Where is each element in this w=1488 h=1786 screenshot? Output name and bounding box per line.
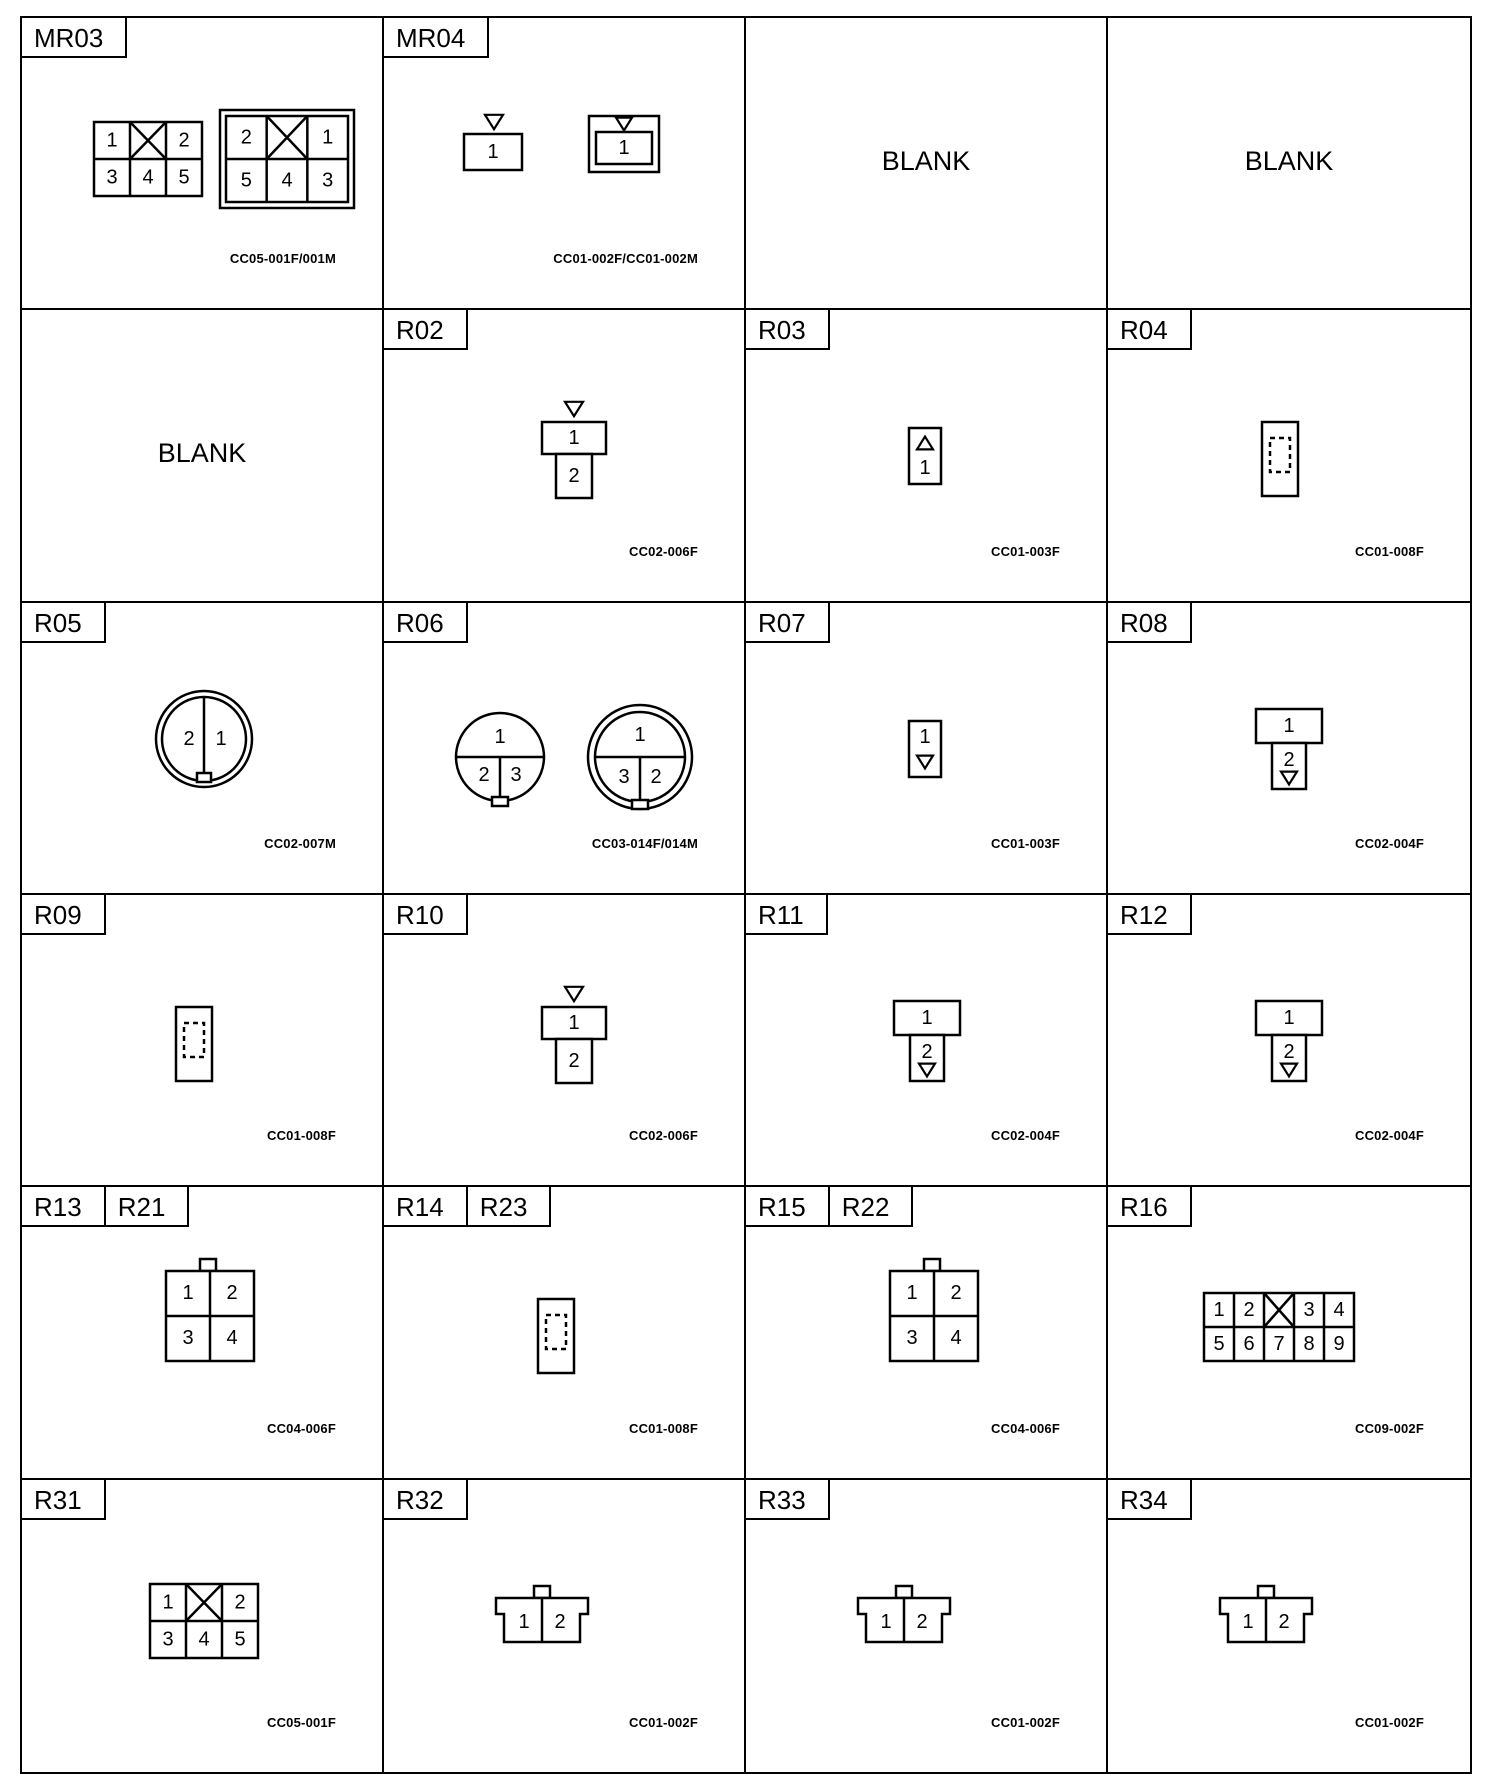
connector-id-label: R08: [1108, 603, 1192, 643]
connector-id-label: R33: [746, 1480, 830, 1520]
pin-number: 2: [650, 765, 662, 788]
pin-number: 1: [494, 725, 506, 748]
blank-label: BLANK: [881, 146, 971, 176]
connector-cell: [22, 18, 384, 310]
pin-number: 5: [1213, 1333, 1225, 1356]
pin-number: 4: [226, 1327, 238, 1350]
connector-part-code: CC02-007M: [264, 836, 336, 851]
locking-tab: [924, 1259, 940, 1271]
connector-id-label: R23: [468, 1187, 552, 1227]
pin-number: 1: [1283, 1007, 1295, 1029]
connector-cell: [1108, 310, 1470, 602]
blank-label: BLANK: [1244, 146, 1334, 176]
pin-number: 3: [182, 1327, 194, 1350]
pin-number: 5: [178, 166, 190, 189]
connector-id-label: R14: [384, 1187, 468, 1227]
pin-number: 1: [568, 427, 580, 450]
pin-number: 3: [906, 1327, 918, 1350]
connector-part-code: CC04-006F: [991, 1420, 1060, 1436]
pin-number: 3: [162, 1628, 174, 1651]
pin-number: 2: [178, 129, 190, 152]
connector-part-code: CC02-004F: [1355, 1128, 1424, 1144]
pin-number: 3: [618, 765, 630, 788]
connector-id-label: R22: [830, 1187, 914, 1227]
lock-triangle-down: [485, 115, 503, 129]
connector-cell: [1108, 895, 1470, 1187]
pin-number: 1: [1242, 1610, 1254, 1633]
pin-number: 1: [906, 1282, 918, 1305]
pin-number: 2: [240, 126, 252, 149]
blank-label: BLANK: [157, 438, 247, 469]
pin-number: 1: [487, 141, 499, 163]
connector-cell: [746, 1480, 1108, 1772]
connector-cell: [22, 310, 384, 602]
pin-number: 2: [554, 1610, 566, 1633]
connector-cell: [746, 603, 1108, 895]
pin-number: 2: [1283, 1041, 1295, 1063]
connector-part-code: CC02-004F: [1355, 836, 1424, 851]
connector-part-code: CC01-002F: [1355, 1715, 1424, 1730]
pin-number: 1: [518, 1610, 530, 1633]
connector-part-code: CC01-002F: [991, 1715, 1060, 1730]
pin-number: 8: [1303, 1333, 1315, 1356]
connector-id-label: R34: [1108, 1480, 1192, 1520]
pin-number: 4: [950, 1327, 962, 1350]
pin-number: 1: [106, 129, 118, 152]
pin-number: 2: [916, 1610, 928, 1633]
connector-cell: [384, 1187, 746, 1479]
pin-number: 1: [1213, 1299, 1225, 1322]
locking-tab: [632, 800, 648, 809]
pin-number: 2: [1283, 748, 1295, 771]
pin-number: 1: [182, 1282, 194, 1305]
pin-number: 3: [106, 166, 118, 189]
connector-cell: [384, 895, 746, 1187]
connector-id-label: R15: [746, 1187, 830, 1227]
connector-id-label: R05: [22, 603, 106, 643]
connector-cell: [22, 1187, 384, 1479]
pin-number: 2: [921, 1041, 933, 1063]
connector-grid: [20, 16, 1472, 1774]
pin-number: 4: [281, 169, 293, 192]
pin-number: 4: [1333, 1299, 1345, 1322]
pin-number: 1: [215, 727, 227, 750]
lock-triangle-down: [565, 987, 583, 1001]
connector-cell: [746, 1187, 1108, 1479]
pin-number: 3: [510, 763, 522, 786]
connector-cell: [22, 1480, 384, 1772]
connector-id-label: R06: [384, 603, 468, 643]
dashed-cavity: [546, 1315, 566, 1349]
connector-id-label: R03: [746, 310, 830, 350]
connector-cell: [22, 895, 384, 1187]
connector-id-label: R10: [384, 895, 468, 935]
connector-id-label: MR04: [384, 18, 489, 58]
lock-triangle-down: [565, 402, 583, 416]
pin-number: 1: [634, 723, 646, 746]
pin-number: 3: [322, 169, 334, 192]
connector-part-code: CC01-008F: [1355, 543, 1424, 559]
pin-number: 2: [226, 1282, 238, 1305]
connector-part-code: CC09-002F: [1355, 1420, 1424, 1436]
connector-cell: [1108, 1480, 1470, 1772]
connector-id-label: R31: [22, 1480, 106, 1520]
pin-number: 2: [1243, 1299, 1255, 1322]
connector-cell: [746, 895, 1108, 1187]
pin-number: 2: [568, 1050, 580, 1072]
connector-cell: [1108, 1187, 1470, 1479]
connector-cell: [384, 1480, 746, 1772]
connector-cell: [746, 310, 1108, 602]
locking-tab: [197, 773, 211, 782]
connector-part-code: CC01-008F: [267, 1128, 336, 1144]
pin-number: 9: [1333, 1333, 1345, 1356]
pin-number: 1: [162, 1591, 174, 1614]
pin-number: 1: [322, 126, 334, 149]
pin-number: 1: [919, 725, 931, 748]
pin-number: 1: [618, 137, 630, 159]
connector-part-code: CC01-002F/CC01-002M: [553, 251, 698, 267]
dashed-cavity: [184, 1023, 204, 1057]
connector-cell: [384, 18, 746, 310]
connector-part-code: CC01-002F: [629, 1715, 698, 1730]
connector-cell: [384, 603, 746, 895]
pin-number: 1: [568, 1012, 580, 1034]
pin-number: 6: [1243, 1333, 1255, 1356]
connector-id-label: R13: [22, 1187, 106, 1227]
connector-part-code: CC05-001F: [267, 1715, 336, 1730]
connector-part-code: CC04-006F: [267, 1420, 336, 1436]
pin-number: 2: [234, 1591, 246, 1614]
pin-number: 1: [921, 1007, 933, 1029]
connector-id-label: R32: [384, 1480, 468, 1520]
pin-number: 4: [142, 166, 154, 189]
connector-part-code: CC01-003F: [991, 836, 1060, 851]
pin-number: 5: [240, 169, 252, 192]
pin-number: 7: [1273, 1333, 1285, 1356]
connector-id-label: R21: [106, 1187, 190, 1227]
connector-part-code: CC02-006F: [629, 1128, 698, 1144]
connector-id-label: MR03: [22, 18, 127, 58]
connector-id-label: R04: [1108, 310, 1192, 350]
connector-part-code: CC03-014F/014M: [591, 836, 698, 851]
connector-id-label: R09: [22, 895, 106, 935]
locking-tab: [200, 1259, 216, 1271]
locking-tab: [534, 1586, 550, 1598]
locking-tab: [1258, 1586, 1274, 1598]
connector-cell: [746, 18, 1108, 310]
pin-number: 3: [1303, 1299, 1315, 1322]
pin-number: 4: [198, 1628, 210, 1651]
dashed-cavity: [1270, 438, 1290, 472]
connector-id-label: R07: [746, 603, 830, 643]
pin-number: 5: [234, 1628, 246, 1651]
pin-number: 1: [919, 457, 931, 480]
connector-cell: [1108, 18, 1470, 310]
pin-number: 1: [880, 1610, 892, 1633]
connector-part-code: CC05-001F/001M: [229, 251, 336, 267]
locking-tab: [896, 1586, 912, 1598]
connector-id-label: R11: [746, 895, 828, 935]
connector-id-label: R02: [384, 310, 468, 350]
connector-cell: [384, 310, 746, 602]
connector-part-code: CC01-008F: [629, 1420, 698, 1436]
connector-part-code: CC01-003F: [991, 543, 1060, 559]
pin-number: 2: [1278, 1610, 1290, 1633]
locking-tab: [492, 797, 508, 806]
connector-cell: [22, 603, 384, 895]
connector-id-label: R16: [1108, 1187, 1192, 1227]
pin-number: 2: [568, 465, 580, 488]
pin-number: 2: [478, 763, 490, 786]
pin-number: 1: [1283, 714, 1295, 737]
connector-part-code: CC02-006F: [629, 543, 698, 559]
pin-number: 2: [183, 727, 195, 750]
connector-part-code: CC02-004F: [991, 1128, 1060, 1144]
pin-number: 2: [950, 1282, 962, 1305]
connector-cell: [1108, 603, 1470, 895]
connector-id-label: R12: [1108, 895, 1192, 935]
